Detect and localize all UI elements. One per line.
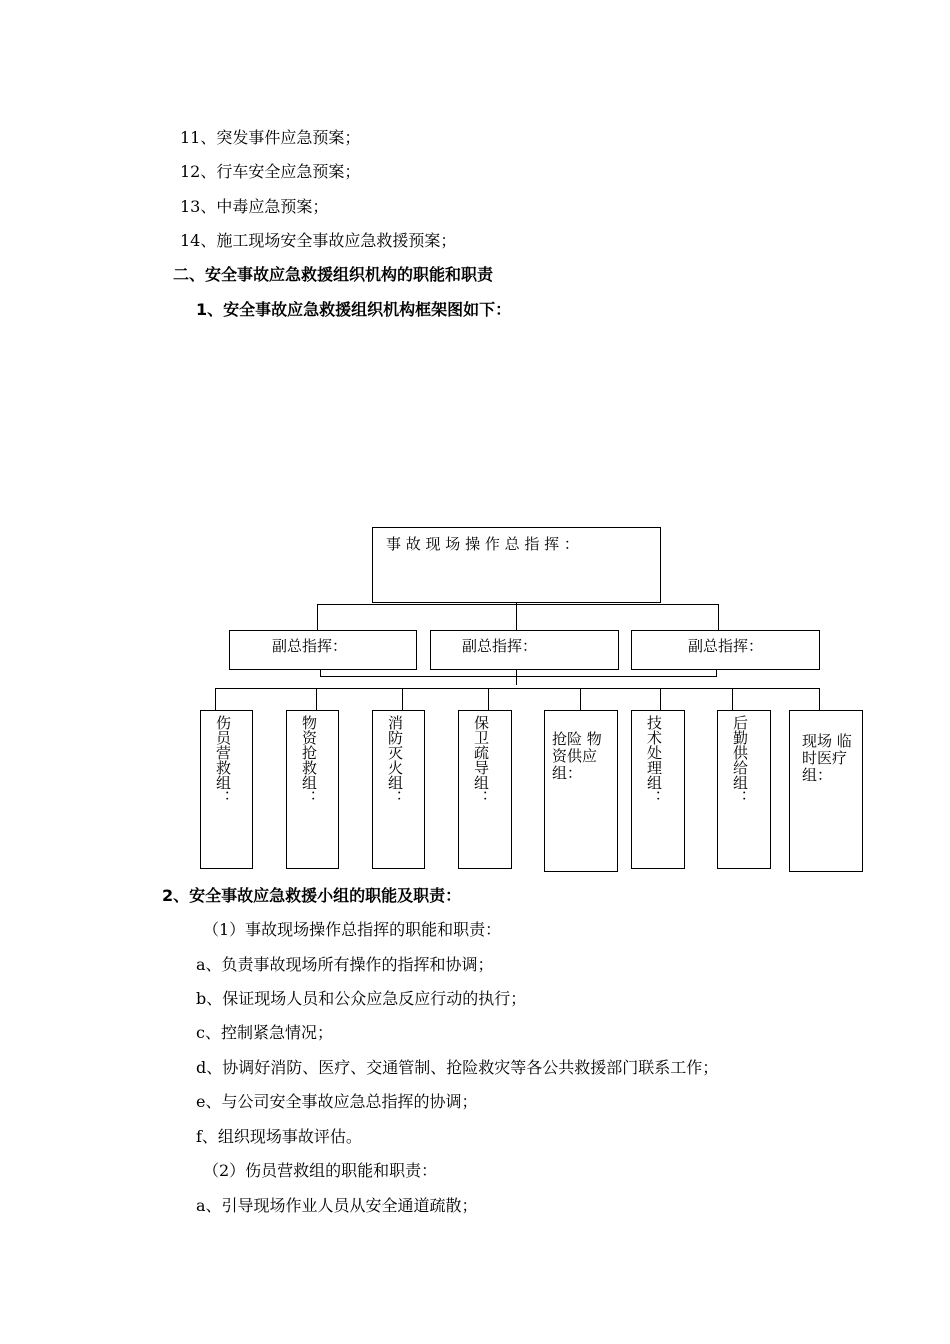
list-item-13: 13、中毒应急预案； bbox=[180, 197, 329, 216]
part-2-heading: （2）伤员营救组的职能和职责： bbox=[203, 1161, 438, 1180]
group-label-material-rescue: 物资抢救组： bbox=[300, 715, 318, 805]
group-label-medical: 现场 临时医疗组： bbox=[802, 732, 852, 784]
chart-top-label: 事 故 现 场 操 作 总 指 挥 ： bbox=[386, 535, 579, 553]
chart-connector bbox=[716, 670, 717, 677]
chart-connector bbox=[317, 604, 718, 605]
chart-connector bbox=[402, 688, 403, 710]
group-label-technical: 技术处理组： bbox=[645, 715, 663, 805]
deputy-box-3 bbox=[631, 630, 820, 670]
group-box-emergency-supply bbox=[544, 710, 618, 872]
group-label-emergency-supply: 抢险 物资供应组： bbox=[552, 730, 602, 782]
list-item-12: 12、行车安全应急预案； bbox=[180, 162, 361, 181]
chart-connector bbox=[320, 670, 321, 677]
group-label-injured-rescue: 伤员营救组： bbox=[214, 715, 232, 805]
part-1-item-a: a、负责事故现场所有操作的指挥和协调； bbox=[196, 955, 494, 974]
group-label-firefighting: 消防灭火组： bbox=[386, 715, 404, 805]
section-2-heading: 二、安全事故应急救援组织机构的职能和职责 bbox=[173, 265, 494, 284]
part-1-item-d: d、协调好消防、医疗、交通管制、抢险救灾等各公共救援部门联系工作； bbox=[196, 1058, 719, 1077]
deputy-box-2 bbox=[430, 630, 619, 670]
group-box-medical bbox=[789, 710, 863, 872]
deputy-label-2: 副总指挥： bbox=[462, 637, 538, 655]
part-1-item-f: f、组织现场事故评估。 bbox=[196, 1127, 362, 1146]
part-1-item-c: c、控制紧急情况； bbox=[196, 1023, 333, 1042]
chart-connector bbox=[718, 604, 719, 631]
chart-connector bbox=[819, 688, 820, 710]
subsection-1-heading: 1、安全事故应急救援组织机构框架图如下： bbox=[196, 300, 512, 319]
chart-connector bbox=[215, 688, 819, 689]
chart-connector bbox=[320, 676, 716, 677]
chart-connector bbox=[215, 688, 216, 710]
group-box-injured-rescue bbox=[200, 710, 253, 869]
group-label-logistics: 后勤供给组： bbox=[731, 715, 749, 805]
deputy-label-1: 副总指挥： bbox=[272, 637, 348, 655]
group-box-security bbox=[458, 710, 512, 869]
subsection-2-heading: 2、安全事故应急救援小组的职能及职责： bbox=[162, 886, 462, 905]
deputy-box-1 bbox=[229, 630, 417, 670]
group-label-security: 保卫疏导组： bbox=[472, 715, 490, 805]
part-2-item-a: a、引导现场作业人员从安全通道疏散； bbox=[196, 1196, 478, 1215]
chart-connector bbox=[316, 688, 317, 710]
chart-connector bbox=[317, 604, 318, 631]
deputy-label-3: 副总指挥： bbox=[688, 637, 764, 655]
chart-top-box bbox=[372, 527, 661, 603]
group-box-material-rescue bbox=[286, 710, 339, 869]
list-item-11: 11、突发事件应急预案； bbox=[180, 128, 361, 147]
group-box-firefighting bbox=[372, 710, 425, 869]
list-item-14: 14、施工现场安全事故应急救援预案； bbox=[180, 231, 457, 250]
chart-connector bbox=[660, 688, 661, 710]
group-box-logistics bbox=[717, 710, 771, 869]
part-1-item-e: e、与公司安全事故应急总指挥的协调； bbox=[196, 1092, 478, 1111]
chart-connector bbox=[488, 688, 489, 710]
part-1-item-b: b、保证现场人员和公众应急反应行动的执行； bbox=[196, 989, 527, 1008]
chart-connector bbox=[732, 688, 733, 710]
part-1-heading: （1）事故现场操作总指挥的职能和职责： bbox=[203, 920, 502, 939]
group-box-technical bbox=[631, 710, 685, 869]
chart-connector bbox=[580, 688, 581, 710]
